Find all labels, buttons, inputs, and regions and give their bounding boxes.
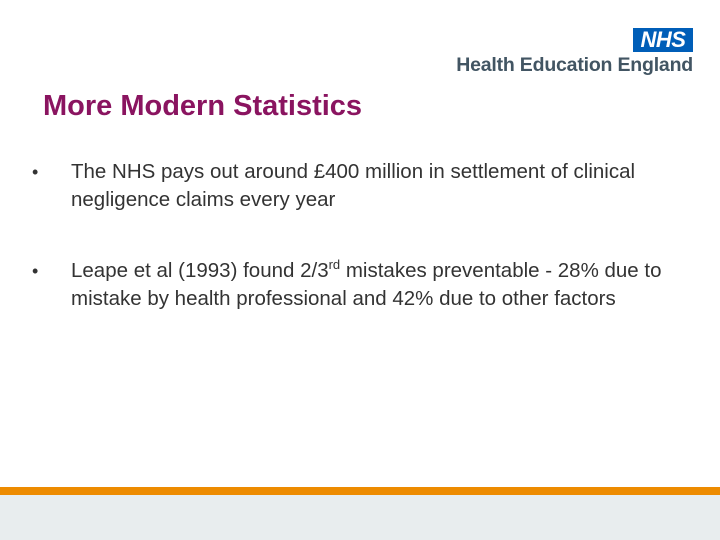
bullet-superscript: rd: [328, 257, 341, 272]
organisation-name: Health Education England: [456, 54, 693, 76]
bullet-item: [32, 257, 662, 313]
footer-panel: [0, 495, 720, 540]
slide-title: More Modern Statistics: [43, 90, 363, 122]
bullet-item: [32, 158, 662, 214]
bullet-marker: •: [32, 261, 39, 281]
nhs-logo: [443, 28, 693, 78]
bullet-text: Leape et al (1993) found 2/3: [71, 259, 329, 282]
bullet-text: The NHS pays out around £400 million in settlement of clinical negligence claims every year: [71, 160, 636, 211]
bullet-marker: •: [32, 162, 39, 182]
nhs-badge: NHS: [633, 28, 693, 52]
bullet-text-continued: mistakes preventable - 28% due to mistake by health professional and 42% due to other factors: [71, 259, 662, 310]
bullet-list: [32, 158, 662, 356]
